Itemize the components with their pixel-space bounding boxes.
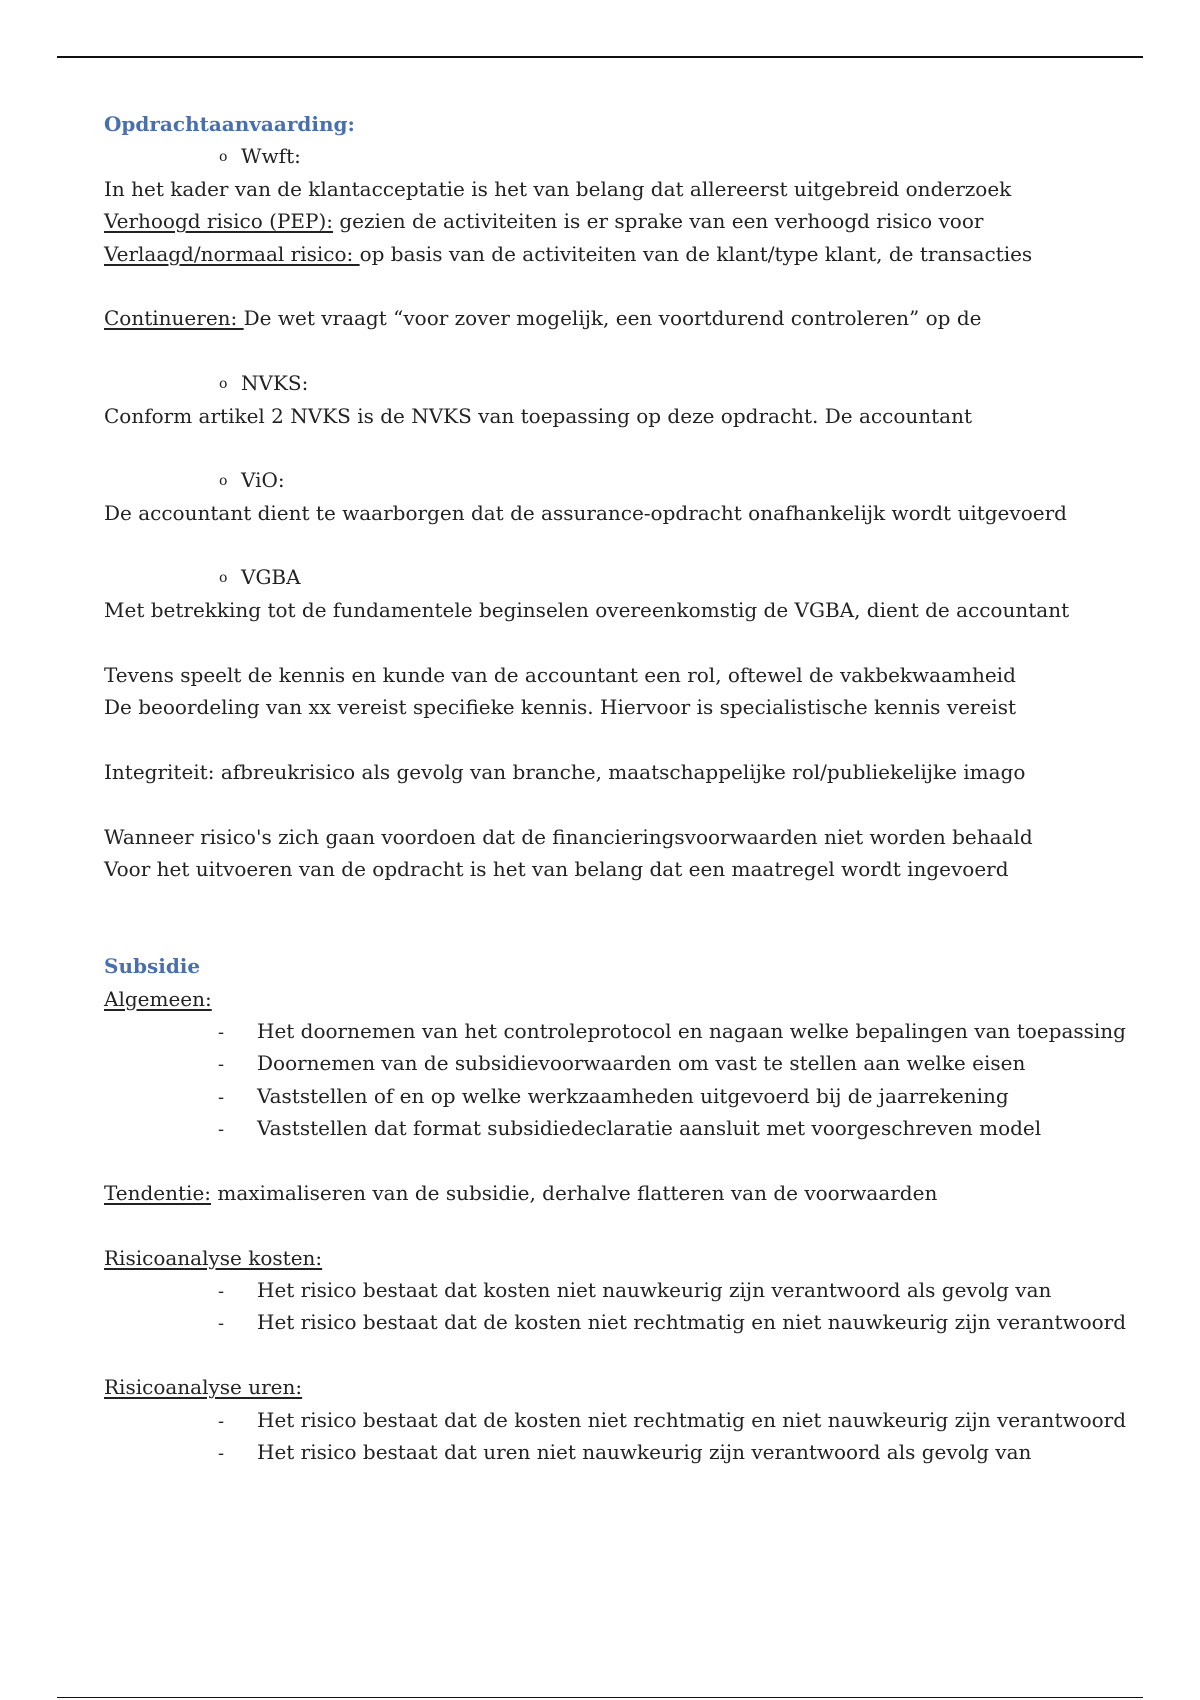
paragraph-nvks: Conform artikel 2 NVKS is de NVKS van toepassing op deze opdracht. De accountant: [104, 403, 972, 428]
paragraph-tendentie: Tendentie: maximaliseren van de subsidie, derhalve flatteren van de voorwaarden: [104, 1180, 938, 1205]
subheading-wwft: o Wwft:: [104, 140, 1018, 172]
footer-rule: [57, 1697, 1143, 1698]
paragraph-integriteit: Integriteit: afbreukrisico als gevolg van branche, maatschappelijke rol/publiekelijke imago: [104, 759, 1026, 784]
dash-bullet-icon: -: [218, 1021, 225, 1043]
circle-bullet-icon: o: [219, 376, 228, 393]
document-body: [104, 108, 1127, 1468]
list-item: - Vaststellen dat format subsidiedeclaratie aansluit met voorgeschreven model: [104, 1112, 1018, 1144]
dash-bullet-icon: -: [218, 1281, 225, 1303]
paragraph-wanneer: Wanneer risico's zich gaan voordoen dat de financieringsvoorwaarden niet worden behaald: [104, 824, 1033, 849]
subheading-vio: o ViO:: [104, 464, 1018, 496]
list-item: - Vaststellen of en op welke werkzaamheden uitgevoerd bij de jaarrekening: [104, 1080, 1018, 1112]
label-risicoanalyse-kosten: Risicoanalyse kosten:: [104, 1245, 323, 1270]
list-item: - Het risico bestaat dat de kosten niet rechtmatig en niet nauwkeurig zijn verantwoord: [104, 1404, 1018, 1436]
heading-subsidie: Subsidie: [104, 954, 201, 979]
paragraph-tevens: Tevens speelt de kennis en kunde van de accountant een rol, oftewel de vakbekwaamheid: [104, 662, 1016, 687]
label-algemeen: Algemeen:: [104, 986, 212, 1011]
paragraph-voor: Voor het uitvoeren van de opdracht is het van belang dat een maatregel wordt ingevoerd: [104, 856, 1009, 881]
list-item: - Het risico bestaat dat uren niet nauwkeurig zijn verantwoord als gevolg van: [104, 1436, 1018, 1468]
label-risicoanalyse-uren: Risicoanalyse uren:: [104, 1375, 303, 1400]
dash-bullet-icon: -: [218, 1313, 225, 1335]
dash-bullet-icon: -: [218, 1086, 225, 1108]
paragraph-verlaagd-risico: Verlaagd/normaal risico: op basis van de activiteiten van de klant/type klant, de transacties: [104, 241, 1033, 266]
dash-bullet-icon: -: [218, 1410, 225, 1432]
subheading-nvks: o NVKS:: [104, 367, 1018, 399]
paragraph-verhoogd-risico: Verhoogd risico (PEP): gezien de activiteiten is er sprake van een verhoogd risico voor: [104, 209, 984, 234]
header-rule: [57, 56, 1143, 58]
paragraph-beoordeling: De beoordeling van xx vereist specifieke kennis. Hiervoor is specialistische kennis vereist: [104, 695, 1016, 720]
list-item: - Het doornemen van het controleprotocol en nagaan welke bepalingen van toepassing: [104, 1015, 1018, 1047]
list-item: - Doornemen van de subsidievoorwaarden om vast te stellen aan welke eisen: [104, 1047, 1018, 1079]
dash-bullet-icon: -: [218, 1443, 225, 1465]
dash-bullet-icon: -: [218, 1119, 225, 1141]
paragraph-vio: De accountant dient te waarborgen dat de assurance-opdracht onafhankelijk wordt uitgevoerd: [104, 500, 1067, 525]
list-item: - Het risico bestaat dat de kosten niet rechtmatig en niet nauwkeurig zijn verantwoord: [104, 1306, 1018, 1338]
paragraph-continueren: Continueren: De wet vraagt “voor zover mogelijk, een voortdurend controleren” op de: [104, 306, 982, 331]
paragraph-vgba: Met betrekking tot de fundamentele beginselen overeenkomstig de VGBA, dient de accountant: [104, 597, 1070, 622]
heading-opdrachtaanvaarding: Opdrachtaanvaarding:: [104, 112, 355, 136]
subheading-vgba: o VGBA: [104, 561, 1018, 593]
paragraph-wwft-intro: In het kader van de klantacceptatie is het van belang dat allereerst uitgebreid onderzoek: [104, 176, 1012, 201]
circle-bullet-icon: o: [219, 149, 228, 166]
circle-bullet-icon: o: [219, 570, 228, 587]
list-item: - Het risico bestaat dat kosten niet nauwkeurig zijn verantwoord als gevolg van: [104, 1274, 1018, 1306]
dash-bullet-icon: -: [218, 1054, 225, 1076]
circle-bullet-icon: o: [219, 473, 228, 490]
